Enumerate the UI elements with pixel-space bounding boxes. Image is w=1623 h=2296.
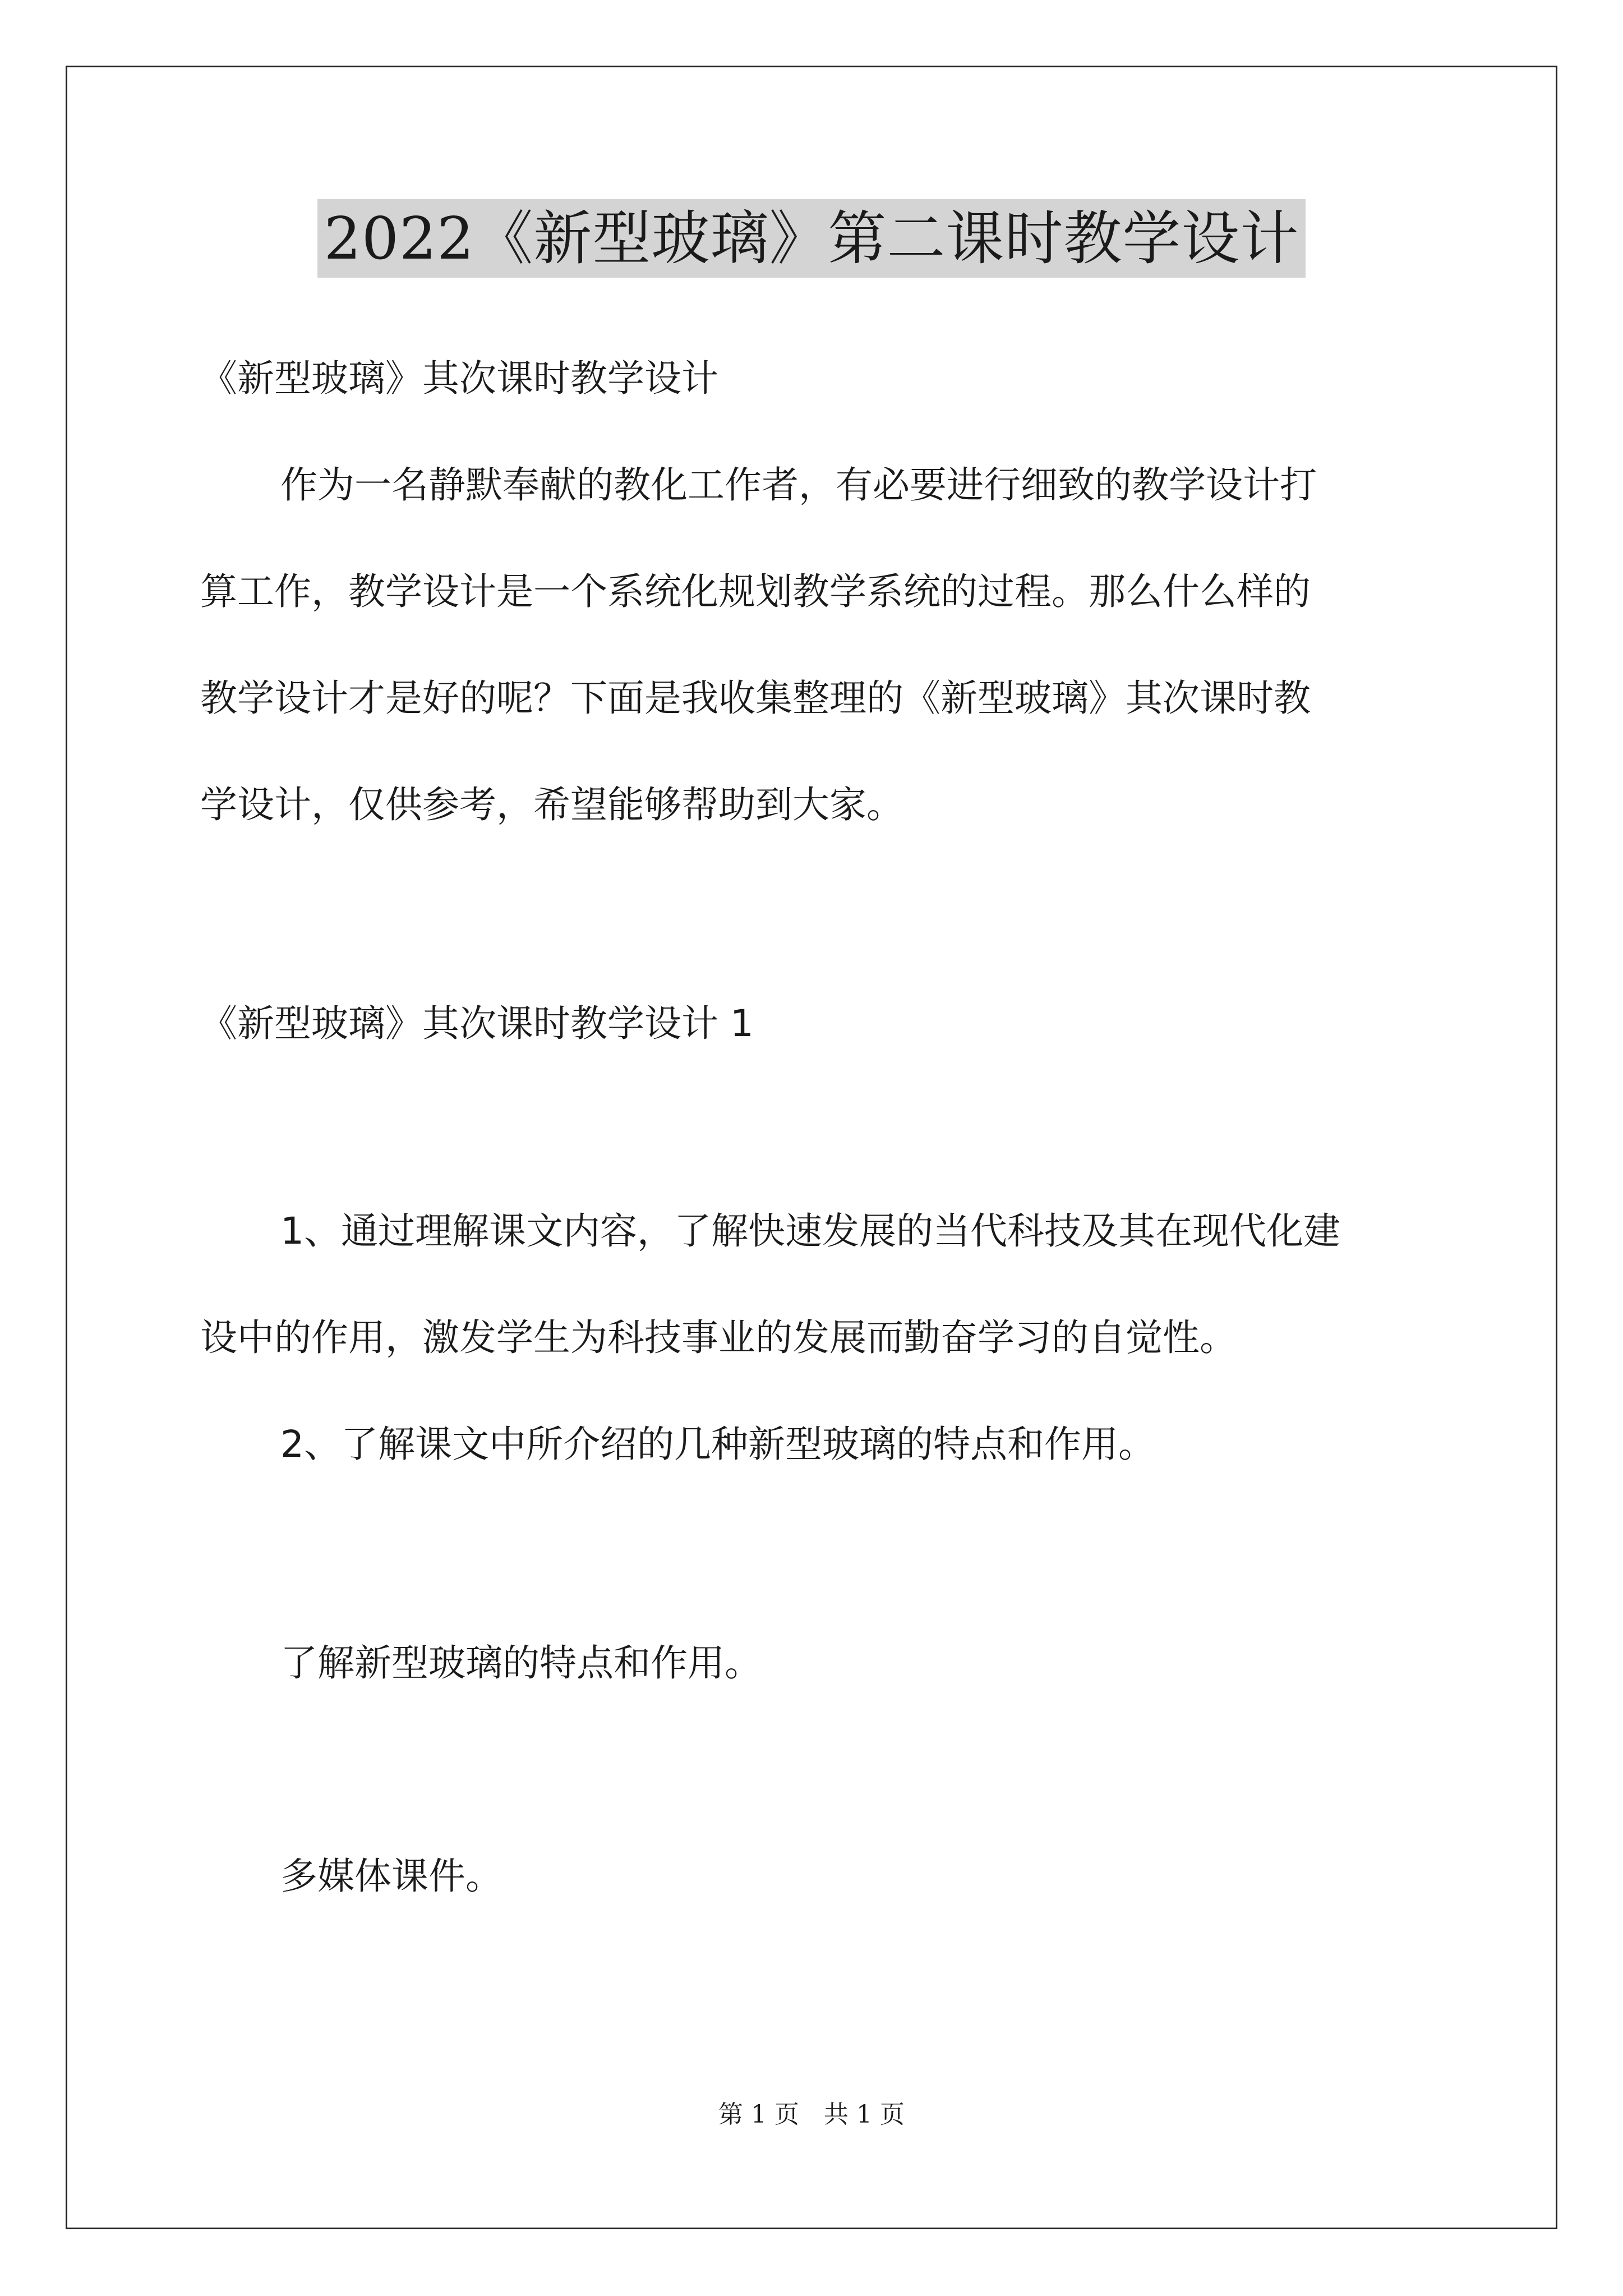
page-footer: 第 1 页 共 1 页 — [718, 2100, 905, 2129]
subtitle: 《新型玻璃》其次课时教学设计 — [200, 357, 718, 400]
intro-line-2: 算工作，教学设计是一个系统化规划教学系统的过程。那么什么样的 — [200, 570, 1311, 613]
objective-1-line-1: 1、通过理解课文内容，了解快速发展的当代科技及其在现代化建 — [280, 1209, 1340, 1253]
title-container — [0, 199, 1623, 278]
intro-line-4: 学设计，仅供参考，希望能够帮助到大家。 — [200, 783, 903, 826]
document-title: 2022《新型玻璃》第二课时教学设计 — [317, 199, 1306, 278]
intro-line-1: 作为一名静默奉献的教化工作者，有必要进行细致的教学设计打 — [280, 463, 1317, 507]
intro-line-3: 教学设计才是好的呢？下面是我收集整理的《新型玻璃》其次课时教 — [200, 677, 1311, 720]
objective-2: 2、了解课文中所介绍的几种新型玻璃的特点和作用。 — [280, 1423, 1155, 1466]
materials: 多媒体课件。 — [280, 1855, 502, 1898]
section-heading: 《新型玻璃》其次课时教学设计 1 — [200, 1002, 754, 1045]
objective-1-line-2: 设中的作用，激发学生为科技事业的发展而勤奋学习的自觉性。 — [200, 1316, 1237, 1359]
key-point: 了解新型玻璃的特点和作用。 — [280, 1641, 762, 1685]
